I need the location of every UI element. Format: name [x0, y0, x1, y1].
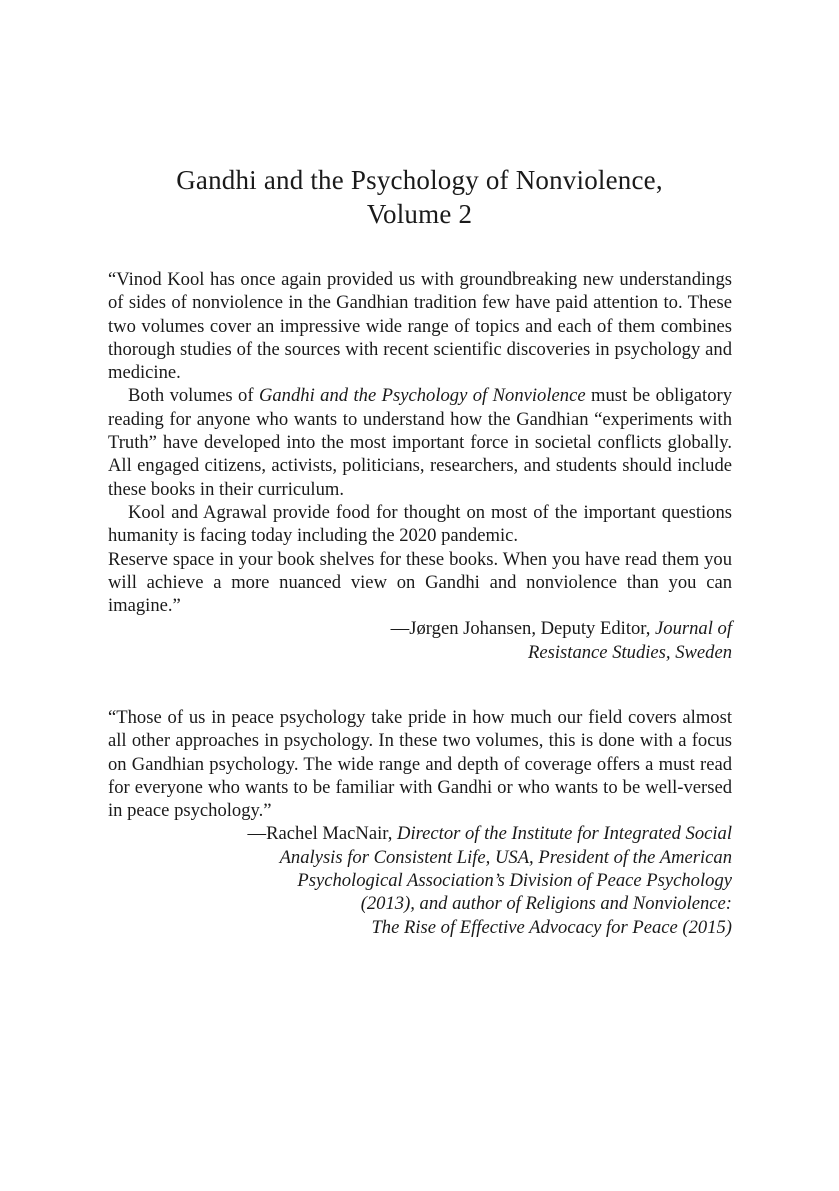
attribution-line: (2013), and author of Religions and Nonviolence:	[360, 893, 732, 915]
page-title-line-2: Volume 2	[366, 199, 473, 229]
endorsement-macnair	[108, 706, 732, 939]
attribution-line: Resistance Studies, Sweden	[528, 641, 732, 663]
endorsement-johansen	[108, 268, 732, 664]
book-title: Gandhi and the Psychology of Nonviolence	[258, 385, 586, 407]
attribution-affiliation: Director of the Institute for Integrated Social	[397, 823, 732, 845]
attribution-line	[108, 822, 732, 845]
page-title-line-1: Gandhi and the Psychology of Nonviolence,	[176, 165, 663, 195]
endorsement-paragraph: “Vinod Kool has once again provided us with groundbreaking new understandings of sides of nonviolence in the Gandhian tradition few have paid attention to. These two volumes cover an impressive wide range of topics and each of them combines thorough studies of the sources with recent scientific discoveries in psychology and medicine.	[108, 269, 732, 384]
endorsement-paragraph	[108, 384, 732, 500]
endorsement-text: Both volumes of	[128, 385, 259, 407]
endorsement-text: must be obligatory reading for anyone who wants to understand how the Gandhian “experiments with Truth” have developed into the most important force in societal conflicts globally. All engaged citizens, activists, politicians, researchers, and students should include these books in their curriculum.	[108, 385, 732, 500]
attribution-author: —Rachel MacNair,	[247, 823, 398, 845]
endorsement-attribution	[108, 822, 732, 938]
attribution-line: The Rise of Effective Advocacy for Peace (2015)	[371, 916, 732, 938]
attribution-affiliation: Journal of	[655, 618, 732, 640]
attribution-author: —Jørgen Johansen, Deputy Editor,	[390, 618, 656, 640]
endorsement-paragraph: Kool and Agrawal provide food for thought on most of the important questions humanity is facing today including the 2020 pandemic.	[108, 501, 732, 547]
attribution-line: Psychological Association’s Division of Peace Psychology	[297, 870, 732, 892]
attribution-line	[108, 617, 732, 640]
attribution-line: Analysis for Consistent Life, USA, President of the American	[279, 846, 732, 868]
endorsement-attribution	[108, 617, 732, 664]
endorsement-paragraph: Reserve space in your book shelves for these books. When you have read them you will achieve a more nuanced view on Gandhi and nonviolence than you can imagine.”	[108, 548, 732, 617]
page-title	[0, 163, 839, 231]
endorsement-paragraph: “Those of us in peace psychology take pride in how much our field covers almost all other approaches in psychology. In these two volumes, this is done with a focus on Gandhian psychology. The wide range and depth of coverage offers a must read for everyone who wants to be familiar with Gandhi or who wants to be well-versed in peace psychology.”	[108, 707, 732, 822]
